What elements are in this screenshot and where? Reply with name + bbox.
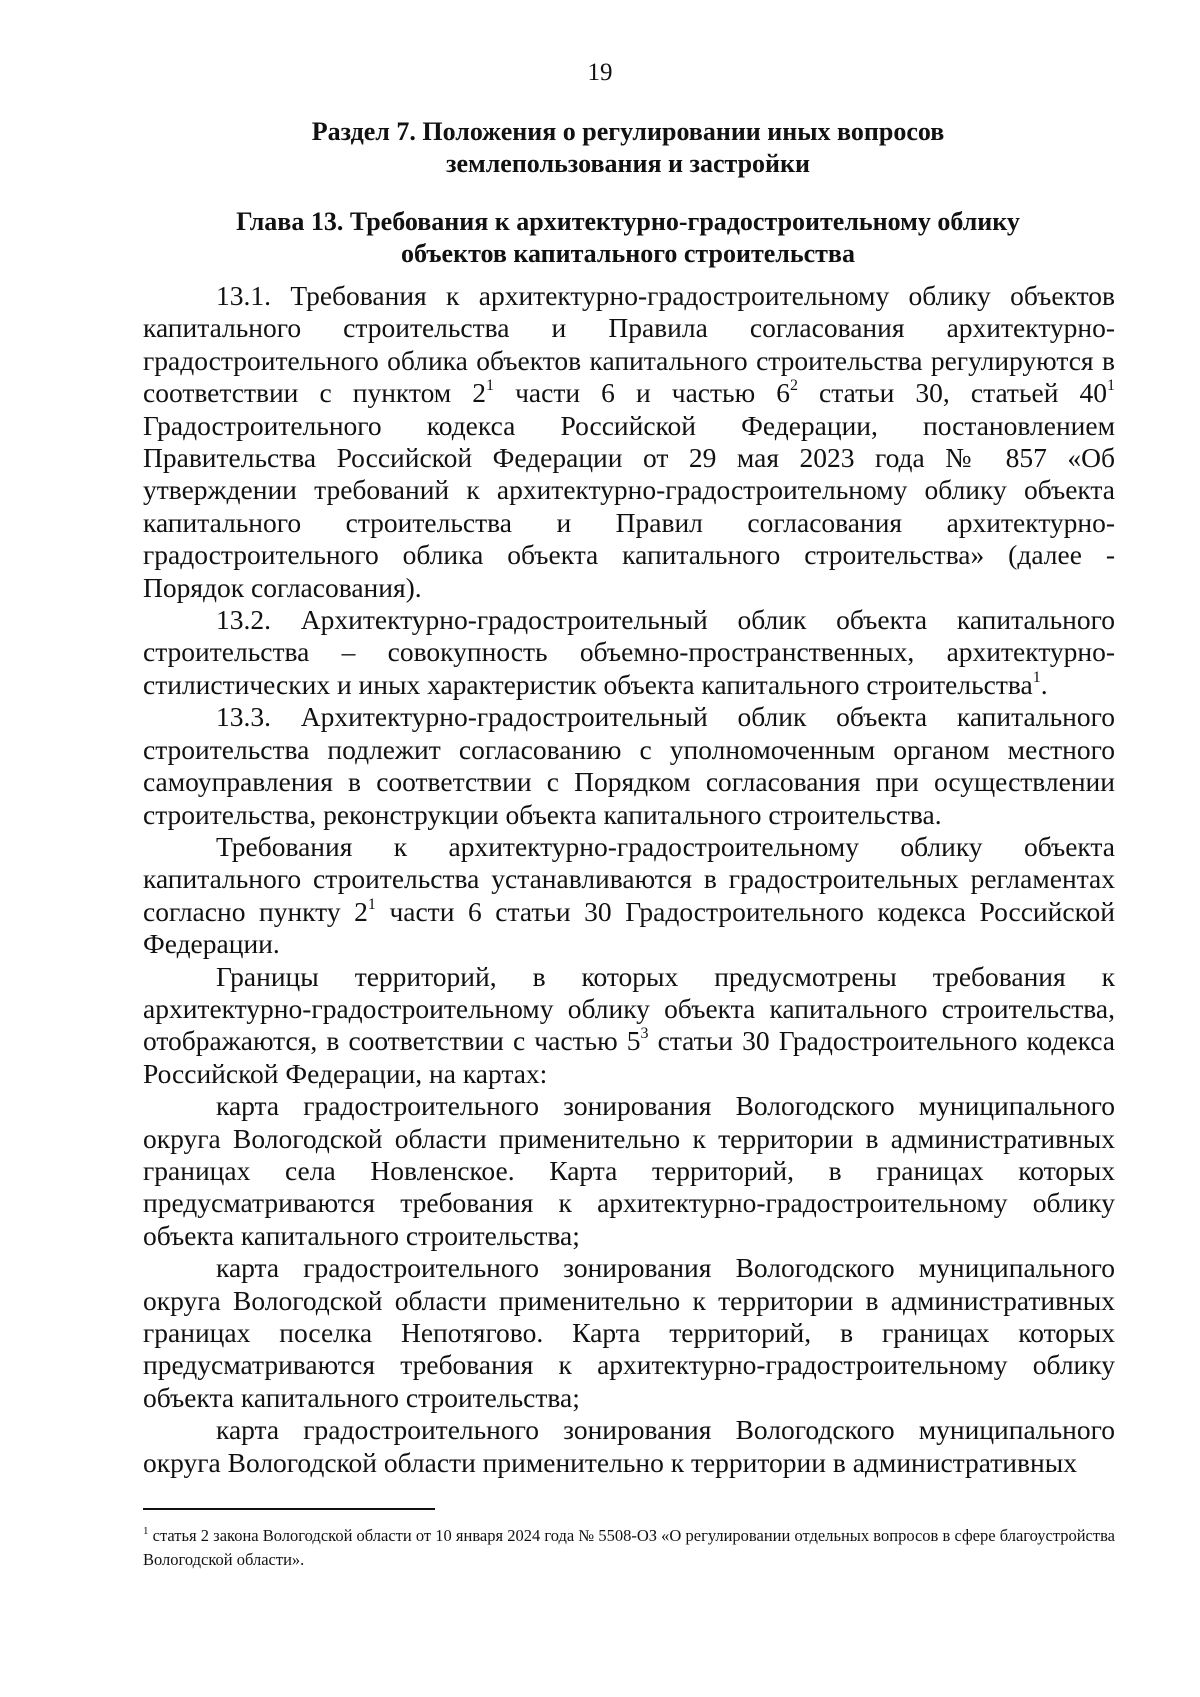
text-run: Требования к архитектурно-градостроительному облику объекта капитального строительства устанавливаются в градостроительных регламентах согласно пункту 2 — [143, 830, 1115, 927]
document-body — [143, 280, 1115, 1479]
text-run: 13.1. Требования к архитектурно-градостроительному облику объектов капитального строительства и Правила согласования архитектурно-градостроительного облика объектов капитального строительства регулируются в соответствии с пунктом 2 — [143, 280, 1115, 409]
map-item-partial: карта градостроительного зонирования Вологодского муниципального округа Вологодской области применительно к территории в административных — [143, 1414, 1115, 1478]
paragraph-boundaries — [143, 961, 1115, 1091]
superscript: 2 — [789, 377, 798, 395]
paragraph-13-1 — [143, 280, 1115, 604]
superscript: 1 — [486, 377, 495, 395]
text-run: Границы территорий, в которых предусмотрены требования к архитектурно-градостроительному облику объекта капитального строительства, отображаются, в соответствии с частью 5 — [143, 960, 1115, 1057]
footnote — [143, 1524, 1115, 1572]
map-item-nepotyagovo: карта градостроительного зонирования Вологодского муниципального округа Вологодской области применительно к территории в административных границах поселка Непотягово. Карта территорий, в границах которых предусматриваются требования к архитектурно-градостроительному облику объекта капитального строительства; — [143, 1252, 1115, 1413]
superscript: 1 — [1107, 377, 1115, 395]
text-run: 13.2. Архитектурно-градостроительный облик объекта капитального строительства – совокупность объемно-пространственных, архитектурно-стилистических и иных характеристик объекта капитального строительства — [143, 604, 1115, 700]
text-run: статьи 30 Градостроительного кодекса Российской Федерации, на картах: — [143, 1025, 1115, 1089]
chapter-heading — [143, 206, 1113, 270]
paragraph-requirements — [143, 831, 1115, 961]
paragraph-13-2 — [143, 604, 1115, 701]
footnote-marker: 1 — [143, 1525, 149, 1537]
text-run: части 6 статьи 30 Градостроительного кодекса Российской Федерации. — [143, 895, 1116, 960]
map-item-novlenskoe: карта градостроительного зонирования Вологодского муниципального округа Вологодской области применительно к территории в административных границах села Новленское. Карта территорий, в границах которых предусматриваются требования к архитектурно-градостроительному облику объекта капитального строительства; — [143, 1090, 1115, 1251]
superscript: 3 — [640, 1025, 649, 1043]
footnote-separator — [143, 1508, 435, 1510]
text-run: . — [1040, 668, 1048, 700]
chapter-heading-line1: Глава 13. Требования к архитектурно-градостроительному облику — [236, 207, 1020, 236]
text-run: Градостроительного кодекса Российской Федерации, постановлением Правительства Российской Федерации от 29 мая 2023 года № 857 «Об утверждении требований к архитектурно-градостроительному облику объекта капитального строительства и Правил согласования архитектурно-градостроительного облика объекта капитального строительства» (далее - Порядок согласования). — [143, 409, 1115, 603]
footnote-reference[interactable]: 1 — [1032, 668, 1041, 686]
paragraph-13-3: 13.3. Архитектурно-градостроительный облик объекта капитального строительства подлежит согласованию с уполномоченным органом местного самоуправления в соответствии с Порядком согласования при осуществлении строительства, реконструкции объекта капитального строительства. — [143, 701, 1115, 830]
text-run: статьи 30, статьей 40 — [797, 377, 1107, 409]
section-heading — [143, 116, 1113, 180]
footnote-text: статья 2 закона Вологодской области от 10 января 2024 года № 5508-ОЗ «О регулировании отдельных вопросов в сфере благоустройства Вологодской области». — [143, 1526, 1115, 1569]
superscript: 1 — [367, 895, 376, 913]
section-heading-line2: землепользования и застройки — [446, 149, 810, 178]
chapter-heading-line2: объектов капитального строительства — [401, 239, 855, 268]
text-run: части 6 и частью 6 — [494, 377, 790, 409]
section-heading-line1: Раздел 7. Положения о регулировании иных вопросов — [311, 117, 945, 146]
page-number: 19 — [587, 59, 613, 86]
